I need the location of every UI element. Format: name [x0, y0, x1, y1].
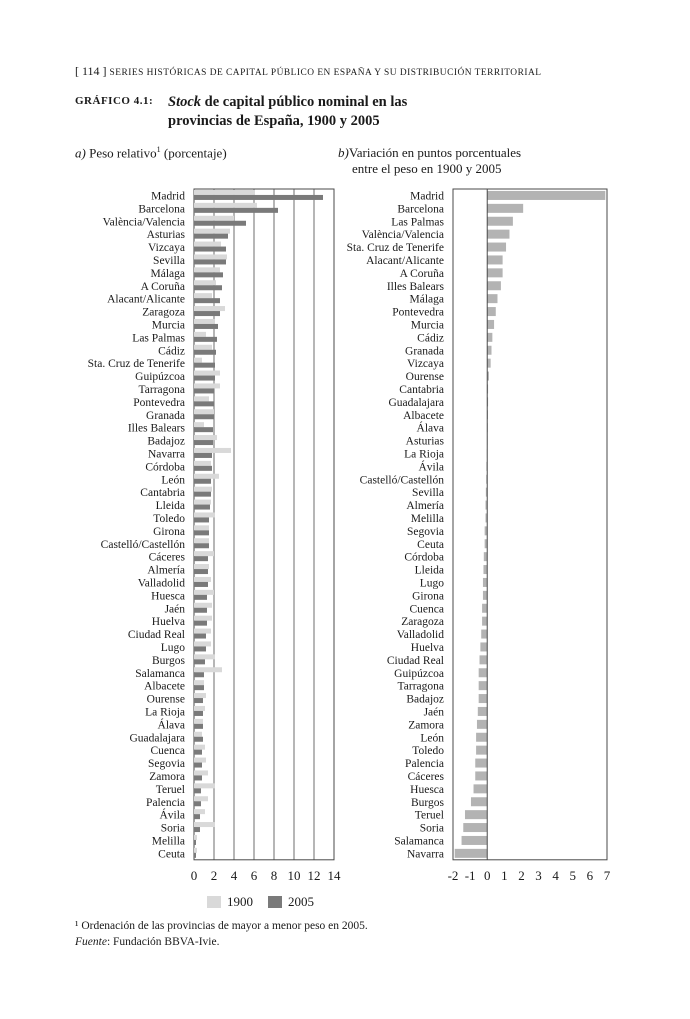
chart-a-category-label: València/Valencia	[102, 216, 185, 229]
bar-1900-avila	[194, 809, 205, 814]
bar-diff-alacant-alicante	[487, 255, 502, 264]
source-note	[75, 936, 219, 948]
bar-2005-vizcaya	[194, 247, 226, 252]
bar-1900-madrid	[194, 190, 255, 195]
bar-diff-caceres	[475, 771, 487, 780]
chart-b-category-label: Segovia	[406, 525, 444, 538]
page-number: [ 114 ]	[75, 64, 107, 78]
bar-diff-cuenca	[482, 604, 487, 613]
chart-a-category-label: Girona	[153, 525, 185, 538]
chart-b-tick-label: 4	[552, 867, 559, 883]
chart-b-category-label: Lugo	[419, 577, 444, 590]
chart-a-category-label: Sevilla	[153, 254, 185, 267]
chart-b-category-label: Ciudad Real	[386, 654, 444, 667]
bar-diff-valencia-valencia	[487, 230, 509, 239]
bar-1900-burgos	[194, 654, 215, 659]
chart-b-category-label: Guipúzcoa	[394, 667, 444, 680]
chart-a-tick-label: 12	[307, 867, 321, 883]
chart-a-category-label: Cáceres	[148, 551, 185, 564]
chart-a-category-label: Cuenca	[150, 745, 185, 758]
running-title: SERIES HISTÓRICAS DE CAPITAL PÚBLICO EN ESPAÑA Y SU DISTRIBUCIÓN TERRITORIAL	[109, 68, 542, 78]
chart-b-category-label: Huelva	[410, 641, 444, 654]
bar-2005-cadiz	[194, 350, 216, 355]
bar-1900-huelva	[194, 616, 212, 621]
figure-label: GRÁFICO 4.1:	[75, 95, 154, 107]
figure-title-italic: Stock	[168, 94, 202, 110]
bar-1900-navarra	[194, 448, 231, 453]
chart-b-tick-label: 7	[603, 867, 611, 883]
bar-diff-leon	[476, 733, 487, 742]
chart-a-category-label: A Coruña	[140, 280, 185, 293]
chart-b-category-label: Málaga	[409, 293, 444, 306]
chart-b-tick-label: -1	[464, 867, 476, 883]
bar-2005-ourense	[194, 698, 203, 703]
bar-1900-tarragona	[194, 383, 220, 388]
footnote: ¹ Ordenación de las provincias de mayor a menor peso en 2005.	[75, 920, 368, 932]
bar-2005-zamora	[194, 775, 202, 780]
chart-b-category-label: Lleida	[414, 564, 444, 577]
bar-2005-burgos	[194, 659, 205, 664]
chart-a-category-label: Jaén	[164, 603, 185, 616]
chart-a-category-label: Toledo	[153, 512, 185, 525]
chart-b-category-label: Cantabria	[399, 383, 444, 396]
bar-diff-teruel	[465, 810, 487, 819]
chart-a-category-label: Valladolid	[137, 577, 185, 590]
chart-b-category-label: València/Valencia	[361, 229, 444, 242]
chart-b-category-label: Melilla	[410, 512, 444, 525]
chart-a-tick-label: 8	[270, 867, 278, 883]
bar-diff-salamanca	[462, 836, 488, 845]
bar-diff-lleida	[483, 565, 487, 574]
chart-b-category-label: Huesca	[410, 783, 444, 796]
chart-a-category-label: Lleida	[155, 500, 185, 513]
chart-a-category-label: Palencia	[146, 796, 185, 809]
bar-diff-a-coruna	[487, 268, 502, 277]
bar-1900-ourense	[194, 693, 206, 698]
bar-2005-cordoba	[194, 466, 212, 471]
bar-2005-albacete	[194, 685, 204, 690]
bar-1900-murcia	[194, 319, 215, 324]
bar-1900-a-coruna	[194, 280, 216, 285]
bar-2005-sta-cruz-de-tenerife	[194, 363, 215, 368]
chart-a-tick-label: 2	[210, 867, 218, 883]
bar-2005-valladolid	[194, 582, 208, 587]
bar-1900-la-rioja	[194, 706, 205, 711]
chart-b-category-label: Jaén	[423, 706, 444, 719]
bar-2005-pontevedra	[194, 401, 214, 406]
bar-1900-granada	[194, 409, 214, 414]
bar-diff-zaragoza	[482, 617, 487, 626]
chart-a-category-label: Murcia	[151, 319, 185, 332]
bar-1900-ciudad-real	[194, 629, 211, 634]
legend-swatch-2005	[268, 896, 282, 908]
bar-1900-illes-balears	[194, 422, 204, 427]
panel-b-title-line-1: Variación en puntos porcentuales	[348, 145, 522, 160]
chart-a-category-label: Huesca	[151, 590, 185, 603]
chart-a-category-label: Huelva	[151, 616, 185, 629]
bar-2005-jaen	[194, 608, 207, 613]
bar-2005-illes-balears	[194, 427, 213, 432]
bar-2005-granada	[194, 414, 214, 419]
bar-2005-sevilla	[194, 259, 226, 264]
chart-b-category-label: Las Palmas	[391, 216, 444, 229]
bar-1900-cordoba	[194, 461, 211, 466]
bar-2005-avila	[194, 814, 200, 819]
bar-1900-cuenca	[194, 745, 205, 750]
chart-b-category-label: Castelló/Castellón	[359, 474, 444, 487]
chart-b-category-label: Valladolid	[396, 629, 444, 642]
source-text: : Fundación BBVA-Ivie.	[106, 936, 220, 948]
chart-b-category-label: Cáceres	[407, 770, 444, 783]
chart-b-category-label: Girona	[412, 590, 444, 603]
bar-1900-guipuzcoa	[194, 371, 220, 376]
chart-b-category-label: Murcia	[410, 319, 444, 332]
chart-a-category-label: Vizcaya	[148, 242, 185, 255]
chart-a-category-label: Málaga	[150, 267, 185, 280]
legend-swatch-1900	[207, 896, 221, 908]
chart-b-category-label: Toledo	[412, 745, 444, 758]
bar-1900-soria	[194, 822, 215, 827]
chart-a-category-label: Madrid	[151, 190, 185, 203]
chart-b-category-label: Ávila	[418, 461, 444, 474]
bar-1900-jaen	[194, 603, 212, 608]
bar-2005-teruel	[194, 788, 201, 793]
chart-a-category-label: Sta. Cruz de Tenerife	[87, 358, 185, 371]
panel-a-tag: a)	[75, 145, 86, 161]
bar-diff-palencia	[475, 759, 487, 768]
panel-a-title-text: Peso relativo	[89, 145, 157, 161]
chart-b-tick-label: 1	[501, 867, 508, 883]
bar-1900-valladolid	[194, 577, 211, 582]
panel-a-footnote-mark: 1	[156, 145, 161, 154]
chart-a-category-label: Las Palmas	[132, 332, 185, 345]
chart-b-category-label: Alacant/Alicante	[366, 254, 444, 267]
legend-label-1900: 1900	[227, 894, 253, 909]
bar-1900-barcelona	[194, 203, 257, 208]
chart-a-category-label: Alacant/Alicante	[107, 293, 185, 306]
bar-1900-castello-castellon	[194, 538, 209, 543]
bar-2005-alava	[194, 724, 203, 729]
bar-1900-almeria	[194, 564, 209, 569]
chart-b	[347, 189, 611, 883]
bar-diff-cadiz	[487, 333, 492, 342]
chart-a-tick-label: 0	[190, 867, 198, 883]
chart-b-category-label: Tarragona	[397, 680, 444, 693]
bar-2005-ciudad-real	[194, 634, 206, 639]
bar-1900-salamanca	[194, 667, 222, 672]
chart-b-category-label: La Rioja	[404, 448, 444, 461]
bar-1900-leon	[194, 474, 219, 479]
chart-a-tick-label: 6	[250, 867, 258, 883]
bar-2005-toledo	[194, 517, 209, 522]
chart-a-category-label: Cantabria	[140, 487, 185, 500]
bar-1900-vizcaya	[194, 242, 221, 247]
legend-1900	[207, 894, 253, 910]
chart-a	[88, 189, 341, 883]
chart-a-category-label: Soria	[160, 822, 185, 835]
bar-diff-valladolid	[481, 630, 487, 639]
chart-b-category-label: Sevilla	[412, 487, 444, 500]
chart-b-category-label: Albacete	[403, 409, 444, 422]
chart-a-tick-label: 4	[230, 867, 238, 883]
bar-diff-sta-cruz-de-tenerife	[487, 243, 506, 252]
bar-1900-ceuta	[194, 848, 197, 853]
figure-title-line-2: provincias de España, 1900 y 2005	[168, 113, 380, 129]
bar-1900-caceres	[194, 551, 214, 556]
bar-2005-leon	[194, 479, 211, 484]
bar-1900-alava	[194, 719, 203, 724]
chart-b-tick-label: 2	[518, 867, 525, 883]
chart-a-category-label: Segovia	[147, 758, 185, 771]
chart-b-category-label: Cádiz	[417, 332, 444, 345]
chart-a-category-label: Albacete	[144, 680, 185, 693]
chart-b-category-label: Burgos	[410, 796, 444, 809]
bar-2005-segovia	[194, 763, 202, 768]
chart-a-category-label: Pontevedra	[133, 396, 185, 409]
bar-diff-burgos	[471, 797, 487, 806]
bar-1900-sta-cruz-de-tenerife	[194, 358, 202, 363]
bar-1900-guadalajara	[194, 732, 202, 737]
chart-a-category-label: Zaragoza	[142, 306, 185, 319]
bar-2005-valencia-valencia	[194, 221, 246, 226]
chart-b-tick-label: 3	[535, 867, 542, 883]
bar-2005-huesca	[194, 595, 207, 600]
bar-2005-guipuzcoa	[194, 376, 215, 381]
chart-a-category-label: Ourense	[146, 693, 185, 706]
bar-2005-las-palmas	[194, 337, 217, 342]
bar-2005-lugo	[194, 646, 206, 651]
chart-a-category-label: León	[161, 474, 185, 487]
bar-1900-albacete	[194, 680, 204, 685]
bar-1900-melilla	[194, 835, 197, 840]
bar-1900-zamora	[194, 770, 208, 775]
chart-a-category-label: Guadalajara	[129, 732, 185, 745]
chart-b-category-label: Palencia	[405, 758, 444, 771]
bar-1900-zaragoza	[194, 306, 225, 311]
bar-1900-malaga	[194, 267, 220, 272]
chart-a-tick-label: 10	[287, 867, 301, 883]
bar-2005-asturias	[194, 234, 228, 239]
bar-2005-madrid	[194, 195, 323, 200]
chart-b-category-label: Vizcaya	[407, 358, 444, 371]
chart-b-tick-label: 6	[586, 867, 594, 883]
chart-a-category-label: Córdoba	[145, 461, 185, 474]
chart-b-category-label: Illes Balears	[386, 280, 444, 293]
chart-b-tick-label: 5	[569, 867, 577, 883]
chart-a-category-label: Almería	[147, 564, 185, 577]
bar-2005-caceres	[194, 556, 208, 561]
chart-b-category-label: Ceuta	[417, 538, 444, 551]
chart-b-category-label: Cuenca	[409, 603, 444, 616]
chart-a-category-label: Ciudad Real	[127, 629, 185, 642]
bar-diff-malaga	[487, 294, 497, 303]
chart-b-category-label: Soria	[419, 822, 444, 835]
bar-2005-soria	[194, 827, 200, 832]
bar-1900-girona	[194, 525, 209, 530]
bar-2005-barcelona	[194, 208, 278, 213]
source-label: Fuente	[75, 936, 107, 948]
chart-b-category-label: Granada	[405, 345, 444, 358]
bar-diff-illes-balears	[487, 281, 501, 290]
chart-b-category-label: Córdoba	[404, 551, 444, 564]
panel-b-tag: b)	[338, 145, 349, 160]
bar-1900-alacant-alicante	[194, 293, 212, 298]
bar-1900-lugo	[194, 641, 211, 646]
bar-1900-palencia	[194, 796, 208, 801]
bar-1900-badajoz	[194, 435, 217, 440]
bar-1900-segovia	[194, 758, 206, 763]
legend-2005	[268, 894, 314, 910]
bar-diff-tarragona	[479, 681, 488, 690]
chart-b-category-label: León	[420, 732, 444, 745]
bar-diff-huelva	[480, 642, 487, 651]
chart-a-category-label: Tarragona	[138, 383, 185, 396]
chart-a-category-label: Álava	[157, 719, 185, 732]
chart-a-category-label: Asturias	[146, 229, 185, 242]
chart-b-category-label: Zaragoza	[401, 616, 444, 629]
bar-2005-salamanca	[194, 672, 204, 677]
chart-b-category-label: Pontevedra	[392, 306, 444, 319]
bar-diff-badajoz	[479, 694, 488, 703]
chart-b-tick-label: -2	[447, 867, 459, 883]
bar-1900-pontevedra	[194, 396, 209, 401]
bar-2005-huelva	[194, 621, 207, 626]
bar-2005-girona	[194, 530, 209, 535]
bar-diff-cordoba	[484, 552, 487, 561]
chart-b-category-label: Madrid	[410, 190, 444, 203]
chart-a-category-label: Cádiz	[158, 345, 185, 358]
chart-a-category-label: Burgos	[151, 654, 185, 667]
panel-a-title-suffix: (porcentaje)	[160, 145, 227, 161]
chart-b-category-label: A Coruña	[399, 267, 444, 280]
chart-a-category-label: Navarra	[147, 448, 185, 461]
bar-2005-a-coruna	[194, 285, 222, 290]
chart-a-category-label: Melilla	[151, 835, 185, 848]
chart-b-category-label: Almería	[406, 500, 444, 513]
bar-diff-pontevedra	[487, 307, 496, 316]
bar-diff-zamora	[477, 720, 487, 729]
bar-diff-girona	[483, 591, 487, 600]
bar-2005-palencia	[194, 801, 201, 806]
chart-a-tick-label: 14	[327, 867, 341, 883]
bar-1900-cantabria	[194, 487, 212, 492]
chart-b-category-label: Asturias	[405, 435, 444, 448]
bar-2005-almeria	[194, 569, 208, 574]
bar-2005-murcia	[194, 324, 218, 329]
chart-a-category-label: Granada	[146, 409, 185, 422]
bar-1900-teruel	[194, 783, 215, 788]
chart-a-category-label: La Rioja	[145, 706, 185, 719]
bar-diff-granada	[487, 346, 491, 355]
bar-diff-barcelona	[487, 204, 523, 213]
chart-a-category-label: Lugo	[160, 641, 185, 654]
legend-label-2005: 2005	[288, 894, 314, 909]
bar-diff-toledo	[476, 746, 487, 755]
chart-b-category-label: Ourense	[405, 371, 444, 384]
chart-b-category-label: Álava	[416, 422, 444, 435]
figure-title-rest: de capital público nominal en las	[201, 94, 408, 110]
bar-1900-huesca	[194, 590, 214, 595]
chart-b-category-label: Salamanca	[394, 835, 444, 848]
chart-a-category-label: Teruel	[155, 783, 185, 796]
chart-a-category-label: Zamora	[149, 770, 185, 783]
chart-a-category-label: Salamanca	[135, 667, 185, 680]
bar-2005-cuenca	[194, 750, 202, 755]
chart-b-tick-label: 0	[483, 867, 491, 883]
bar-1900-toledo	[194, 512, 215, 517]
bar-diff-ciudad-real	[480, 655, 488, 664]
bar-2005-guadalajara	[194, 737, 203, 742]
bar-2005-lleida	[194, 505, 210, 510]
bar-1900-valencia-valencia	[194, 216, 234, 221]
bar-diff-murcia	[487, 320, 494, 329]
chart-b-category-label: Navarra	[406, 848, 444, 861]
chart-a-category-label: Ceuta	[158, 848, 185, 861]
bar-diff-lugo	[483, 578, 487, 587]
chart-b-category-label: Badajoz	[406, 693, 444, 706]
panel-b-title-line-2: entre el peso en 1900 y 2005	[352, 161, 502, 176]
bar-2005-melilla	[194, 840, 196, 845]
bar-1900-asturias	[194, 229, 230, 234]
chart-b-category-label: Zamora	[408, 719, 444, 732]
bar-2005-malaga	[194, 272, 223, 277]
bar-diff-jaen	[478, 707, 487, 716]
bar-2005-navarra	[194, 453, 212, 458]
bar-1900-las-palmas	[194, 332, 206, 337]
bar-diff-navarra	[455, 849, 488, 858]
bar-diff-madrid	[487, 191, 605, 200]
chart-a-category-label: Ávila	[159, 809, 185, 822]
bar-1900-sevilla	[194, 254, 227, 259]
chart-b-category-label: Guadalajara	[388, 396, 444, 409]
bar-2005-badajoz	[194, 440, 213, 445]
bar-2005-tarragona	[194, 388, 214, 393]
chart-a-category-label: Castelló/Castellón	[100, 538, 185, 551]
bar-diff-guipuzcoa	[479, 668, 488, 677]
bar-2005-ceuta	[194, 853, 196, 858]
bar-1900-cadiz	[194, 345, 212, 350]
bar-2005-alacant-alicante	[194, 298, 220, 303]
bar-2005-castello-castellon	[194, 543, 209, 548]
bar-diff-vizcaya	[487, 359, 490, 368]
chart-a-category-label: Illes Balears	[127, 422, 185, 435]
chart-a-category-label: Badajoz	[147, 435, 185, 448]
chart-a-category-label: Guipúzcoa	[135, 371, 185, 384]
bar-1900-lleida	[194, 500, 211, 505]
bar-2005-la-rioja	[194, 711, 203, 716]
chart-b-category-label: Barcelona	[397, 203, 444, 216]
chart-b-category-label: Sta. Cruz de Tenerife	[346, 242, 444, 255]
bar-diff-soria	[463, 823, 487, 832]
bar-diff-las-palmas	[487, 217, 513, 226]
chart-b-category-label: Teruel	[414, 809, 444, 822]
bar-2005-cantabria	[194, 492, 211, 497]
bar-diff-huesca	[474, 784, 488, 793]
bar-2005-zaragoza	[194, 311, 220, 316]
chart-a-category-label: Barcelona	[138, 203, 185, 216]
